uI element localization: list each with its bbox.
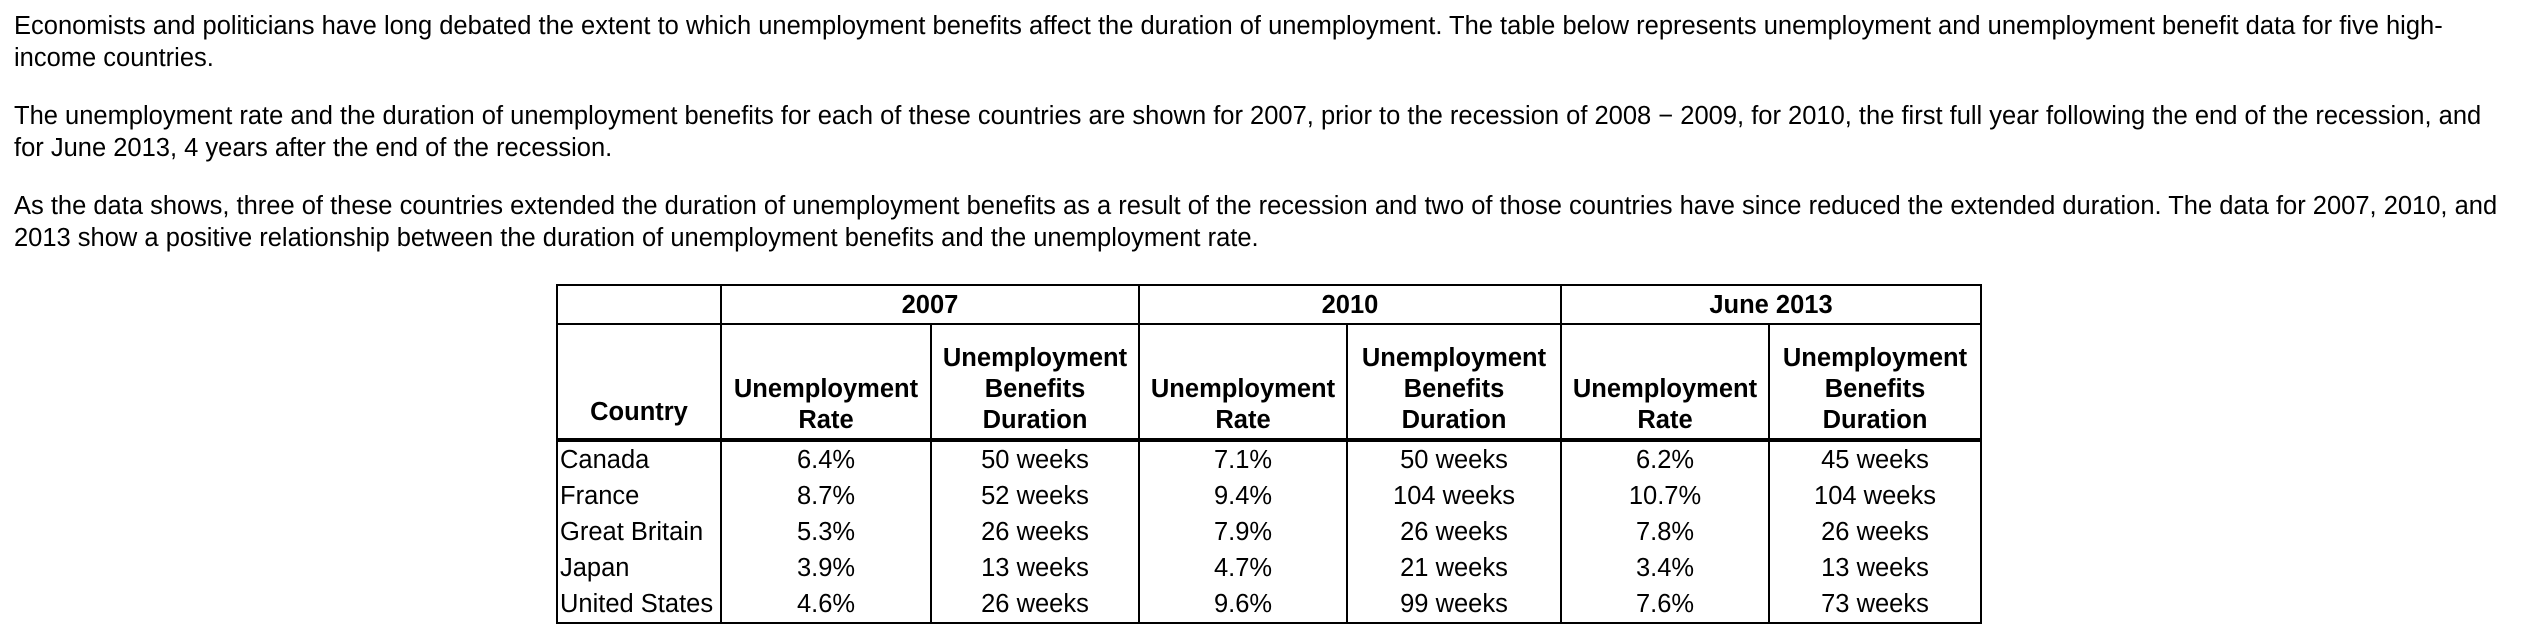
column-header-row — [557, 324, 1981, 440]
rate-cell: 4.6% — [721, 586, 931, 623]
duration-cell: 104 weeks — [1769, 478, 1981, 514]
country-cell: Great Britain — [557, 514, 721, 550]
duration-cell: 73 weeks — [1769, 586, 1981, 623]
rate-header-2010: Unemployment Rate — [1139, 324, 1347, 440]
duration-cell: 26 weeks — [1347, 514, 1561, 550]
rate-header-2007: Unemployment Rate — [721, 324, 931, 440]
duration-cell: 13 weeks — [931, 550, 1139, 586]
country-cell: France — [557, 478, 721, 514]
rate-header-2013: Unemployment Rate — [1561, 324, 1769, 440]
duration-cell: 26 weeks — [931, 586, 1139, 623]
rate-cell: 8.7% — [721, 478, 931, 514]
table-row — [557, 440, 1981, 478]
duration-cell: 13 weeks — [1769, 550, 1981, 586]
duration-header-2013: Unemployment Benefits Duration — [1769, 324, 1981, 440]
rate-cell: 7.8% — [1561, 514, 1769, 550]
duration-cell: 50 weeks — [931, 440, 1139, 478]
table-row — [557, 514, 1981, 550]
country-cell: Japan — [557, 550, 721, 586]
document-body — [14, 10, 2514, 280]
duration-cell: 21 weeks — [1347, 550, 1561, 586]
duration-cell: 99 weeks — [1347, 586, 1561, 623]
unemployment-table-container — [556, 284, 1982, 624]
rate-cell: 3.4% — [1561, 550, 1769, 586]
duration-cell: 26 weeks — [1769, 514, 1981, 550]
duration-cell: 26 weeks — [931, 514, 1139, 550]
duration-cell: 50 weeks — [1347, 440, 1561, 478]
blank-header-cell — [557, 285, 721, 324]
country-cell: United States — [557, 586, 721, 623]
rate-cell: 6.2% — [1561, 440, 1769, 478]
duration-header-2007: Unemployment Benefits Duration — [931, 324, 1139, 440]
rate-cell: 9.6% — [1139, 586, 1347, 623]
conclusion-paragraph: As the data shows, three of these countries extended the duration of unemployment benefits as a result of the recession and two of those countries have since reduced the extended duration. The data for 2007, 2010, and 2013 show a positive relationship between the duration of unemployment benefits and the unemployment rate. — [14, 192, 2498, 252]
context-paragraph: The unemployment rate and the duration of unemployment benefits for each of these countries are shown for 2007, prior to the recession of 2008 − 2009, for 2010, the first full year following the end of the recession, and for June 2013, 4 years after the end of the recession. — [14, 102, 2482, 162]
intro-paragraph: Economists and politicians have long debated the extent to which unemployment benefits affect the duration of unemployment. The table below represents unemployment and unemployment benefit data for five high-income countries. — [14, 12, 2443, 72]
table-row — [557, 478, 1981, 514]
duration-header-2010: Unemployment Benefits Duration — [1347, 324, 1561, 440]
rate-cell: 7.1% — [1139, 440, 1347, 478]
rate-cell: 5.3% — [721, 514, 931, 550]
duration-cell: 45 weeks — [1769, 440, 1981, 478]
year-header-june-2013: June 2013 — [1561, 285, 1981, 324]
table-row — [557, 550, 1981, 586]
unemployment-table — [556, 284, 1982, 624]
rate-cell: 3.9% — [721, 550, 931, 586]
country-cell: Canada — [557, 440, 721, 478]
year-header-2010: 2010 — [1139, 285, 1561, 324]
year-header-2007: 2007 — [721, 285, 1139, 324]
duration-cell: 104 weeks — [1347, 478, 1561, 514]
rate-cell: 6.4% — [721, 440, 931, 478]
year-header-row — [557, 285, 1981, 324]
rate-cell: 10.7% — [1561, 478, 1769, 514]
table-row — [557, 586, 1981, 623]
rate-cell: 7.6% — [1561, 586, 1769, 623]
rate-cell: 4.7% — [1139, 550, 1347, 586]
rate-cell: 7.9% — [1139, 514, 1347, 550]
duration-cell: 52 weeks — [931, 478, 1139, 514]
country-header: Country — [557, 324, 721, 440]
rate-cell: 9.4% — [1139, 478, 1347, 514]
